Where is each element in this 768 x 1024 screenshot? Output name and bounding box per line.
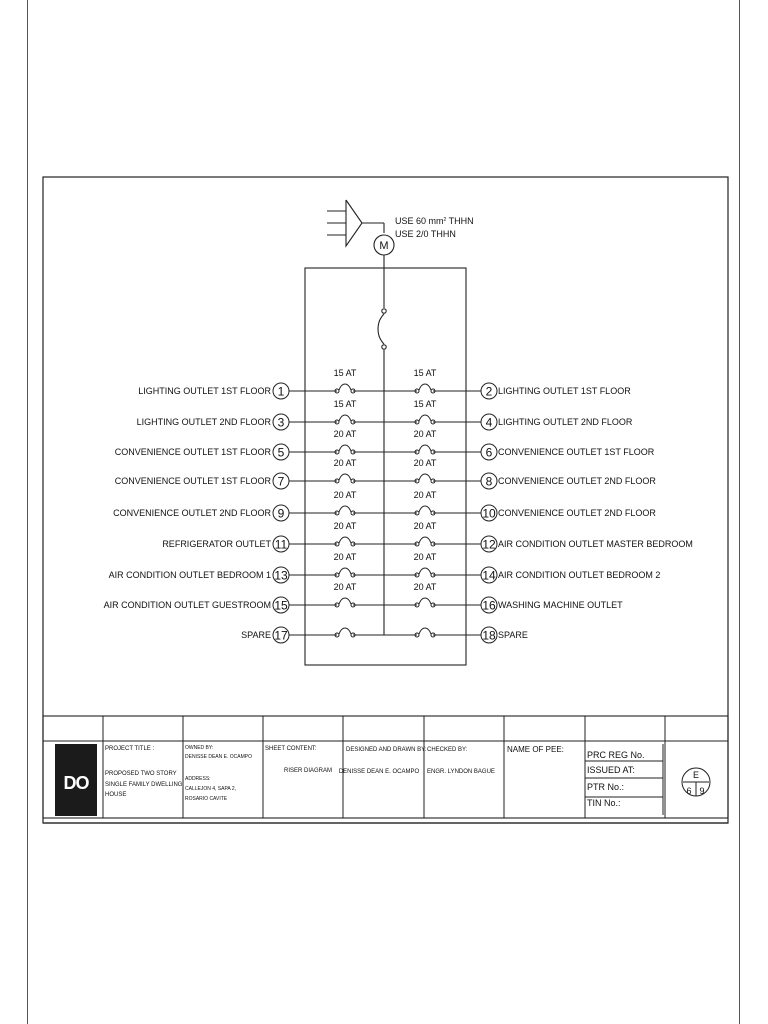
left-circuit-13-rating: 20 AT bbox=[333, 552, 357, 562]
right-circuit-16-rating: 20 AT bbox=[413, 582, 437, 592]
right-circuit-18-number: 18 bbox=[482, 628, 496, 643]
project-title-label: PROJECT TITLE : bbox=[105, 746, 155, 752]
left-circuit-3-number: 3 bbox=[277, 415, 285, 430]
service-entrance bbox=[327, 200, 394, 268]
left-circuit-7-label: CONVENIENCE OUTLET 1ST FLOOR bbox=[114, 476, 271, 486]
right-circuit-4-label: LIGHTING OUTLET 2ND FLOOR bbox=[498, 417, 633, 427]
left-circuit-5-label: CONVENIENCE OUTLET 1ST FLOOR bbox=[114, 447, 271, 457]
left-circuit-17-number: 17 bbox=[274, 628, 288, 643]
left-circuit-11-label: REFRIGERATOR OUTLET bbox=[162, 539, 271, 549]
right-circuit-12-number: 12 bbox=[482, 537, 496, 552]
project-title-line-2: SINGLE FAMILY DWELLING bbox=[105, 782, 183, 788]
right-circuit-4-rating: 15 AT bbox=[413, 399, 437, 409]
sheet-number: 6 bbox=[686, 786, 692, 796]
drawing-border bbox=[43, 177, 728, 823]
left-circuit-5-number: 5 bbox=[277, 445, 285, 460]
right-circuit-8-label: CONVENIENCE OUTLET 2ND FLOOR bbox=[498, 476, 656, 486]
designed-by-value: DENISSE DEAN E. OCAMPO bbox=[338, 769, 420, 775]
right-circuit-16-breaker-icon bbox=[415, 598, 435, 607]
checked-by-value: ENGR. LYNDON BAGUE bbox=[427, 769, 495, 775]
owned-by-label: OWNED BY: bbox=[185, 745, 214, 751]
right-circuit-8-number: 8 bbox=[485, 474, 493, 489]
service-wire-spec-1: USE 60 $mm^2$ THHN bbox=[395, 216, 474, 226]
right-circuit-6-rating: 20 AT bbox=[413, 429, 437, 439]
project-title-line-1: PROPOSED TWO STORY bbox=[105, 771, 177, 777]
left-circuit-3-breaker-icon bbox=[335, 415, 355, 424]
tin-label: TIN No.: bbox=[587, 798, 621, 808]
left-circuit-9-breaker-icon bbox=[335, 506, 355, 515]
left-circuit-5-breaker-icon bbox=[335, 445, 355, 454]
left-circuit-3-label: LIGHTING OUTLET 2ND FLOOR bbox=[136, 417, 271, 427]
right-circuit-14-number: 14 bbox=[482, 568, 496, 583]
left-circuit-1-breaker-icon bbox=[335, 384, 355, 393]
right-circuit-4-breaker-icon bbox=[415, 415, 435, 424]
right-circuit-6-number: 6 bbox=[485, 445, 493, 460]
ptr-label: PTR No.: bbox=[587, 782, 625, 792]
left-circuit-11-number: 11 bbox=[274, 537, 288, 552]
right-circuit-14-breaker-icon bbox=[415, 568, 435, 577]
checked-by-label: CHECKED BY: bbox=[427, 747, 468, 753]
left-circuit-1-label: LIGHTING OUTLET 1ST FLOOR bbox=[138, 386, 271, 396]
right-circuit-4-number: 4 bbox=[485, 415, 493, 430]
address-line-1: CALLEJON 4, SAPA 2, bbox=[185, 786, 237, 792]
right-circuit-6-breaker-icon bbox=[415, 445, 435, 454]
project-title-line-3: HOUSE bbox=[105, 792, 127, 798]
sheet-content-label: SHEET CONTENT: bbox=[265, 746, 317, 752]
left-circuit-1-rating: 15 AT bbox=[333, 368, 357, 378]
right-circuit-16-number: 16 bbox=[482, 598, 496, 613]
left-circuit-17-label: SPARE bbox=[241, 630, 271, 640]
left-circuit-11-breaker-icon bbox=[335, 537, 355, 546]
left-circuit-9-number: 9 bbox=[277, 506, 285, 521]
right-circuit-8-breaker-icon bbox=[415, 474, 435, 483]
right-circuit-14-label: AIR CONDITION OUTLET BEDROOM 2 bbox=[498, 570, 661, 580]
right-circuit-12-breaker-icon bbox=[415, 537, 435, 546]
left-circuit-9-label: CONVENIENCE OUTLET 2ND FLOOR bbox=[113, 508, 271, 518]
branch-circuits bbox=[104, 368, 693, 643]
right-circuit-2-breaker-icon bbox=[415, 384, 435, 393]
right-circuit-10-number: 10 bbox=[482, 506, 496, 521]
left-circuit-1-number: 1 bbox=[277, 384, 285, 399]
right-circuit-2-label: LIGHTING OUTLET 1ST FLOOR bbox=[498, 386, 631, 396]
left-circuit-13-breaker-icon bbox=[335, 568, 355, 577]
left-circuit-11-rating: 20 AT bbox=[333, 521, 357, 531]
left-circuit-3-rating: 15 AT bbox=[333, 399, 357, 409]
left-circuit-15-number: 15 bbox=[274, 598, 288, 613]
left-circuit-13-number: 13 bbox=[274, 568, 288, 583]
right-circuit-10-rating: 20 AT bbox=[413, 490, 437, 500]
left-circuit-13-label: AIR CONDITION OUTLET BEDROOM 1 bbox=[108, 570, 271, 580]
right-circuit-2-number: 2 bbox=[485, 384, 493, 399]
right-circuit-12-rating: 20 AT bbox=[413, 521, 437, 531]
left-circuit-7-number: 7 bbox=[277, 474, 285, 489]
left-circuit-5-rating: 20 AT bbox=[333, 429, 357, 439]
right-circuit-2-rating: 15 AT bbox=[413, 368, 437, 378]
sheet-code: E bbox=[692, 770, 700, 780]
right-circuit-10-label: CONVENIENCE OUTLET 2ND FLOOR bbox=[498, 508, 656, 518]
left-circuit-7-breaker-icon bbox=[335, 474, 355, 483]
left-circuit-17-breaker-icon bbox=[335, 628, 355, 637]
designed-by-label: DESIGNED AND DRAWN BY: bbox=[346, 747, 427, 753]
prc-reg-label: PRC REG No. bbox=[587, 750, 645, 760]
pee-name-label: NAME OF PEE: bbox=[507, 745, 564, 754]
right-circuit-6-label: CONVENIENCE OUTLET 1ST FLOOR bbox=[498, 447, 655, 457]
logo-text: DO bbox=[63, 773, 89, 793]
left-circuit-7-rating: 20 AT bbox=[333, 458, 357, 468]
right-circuit-10-breaker-icon bbox=[415, 506, 435, 515]
sheet-content-value: RISER DIAGRAM bbox=[283, 768, 333, 774]
left-circuit-9-rating: 20 AT bbox=[333, 490, 357, 500]
left-circuit-15-breaker-icon bbox=[335, 598, 355, 607]
right-circuit-14-rating: 20 AT bbox=[413, 552, 437, 562]
owned-by-value: DENISSE DEAN E. OCAMPO bbox=[185, 754, 252, 760]
left-circuit-15-label: AIR CONDITION OUTLET GUESTROOM bbox=[103, 600, 271, 610]
right-circuit-16-label: WASHING MACHINE OUTLET bbox=[498, 600, 623, 610]
left-circuit-15-rating: 20 AT bbox=[333, 582, 357, 592]
sheet-total: 9 bbox=[699, 786, 705, 796]
address-label: ADDRESS: bbox=[185, 776, 211, 782]
issued-at-label: ISSUED AT: bbox=[587, 765, 635, 775]
right-circuit-18-breaker-icon bbox=[415, 628, 435, 637]
right-circuit-12-label: AIR CONDITION OUTLET MASTER BEDROOM bbox=[498, 539, 693, 549]
address-line-2: ROSARIO CAVITE bbox=[185, 796, 228, 802]
service-wire-spec-2: USE 2/0 THHN bbox=[395, 229, 456, 239]
service-head-icon bbox=[346, 200, 362, 246]
meter-letter: M bbox=[379, 240, 389, 252]
right-circuit-8-rating: 20 AT bbox=[413, 458, 437, 468]
right-circuit-18-label: SPARE bbox=[498, 630, 528, 640]
